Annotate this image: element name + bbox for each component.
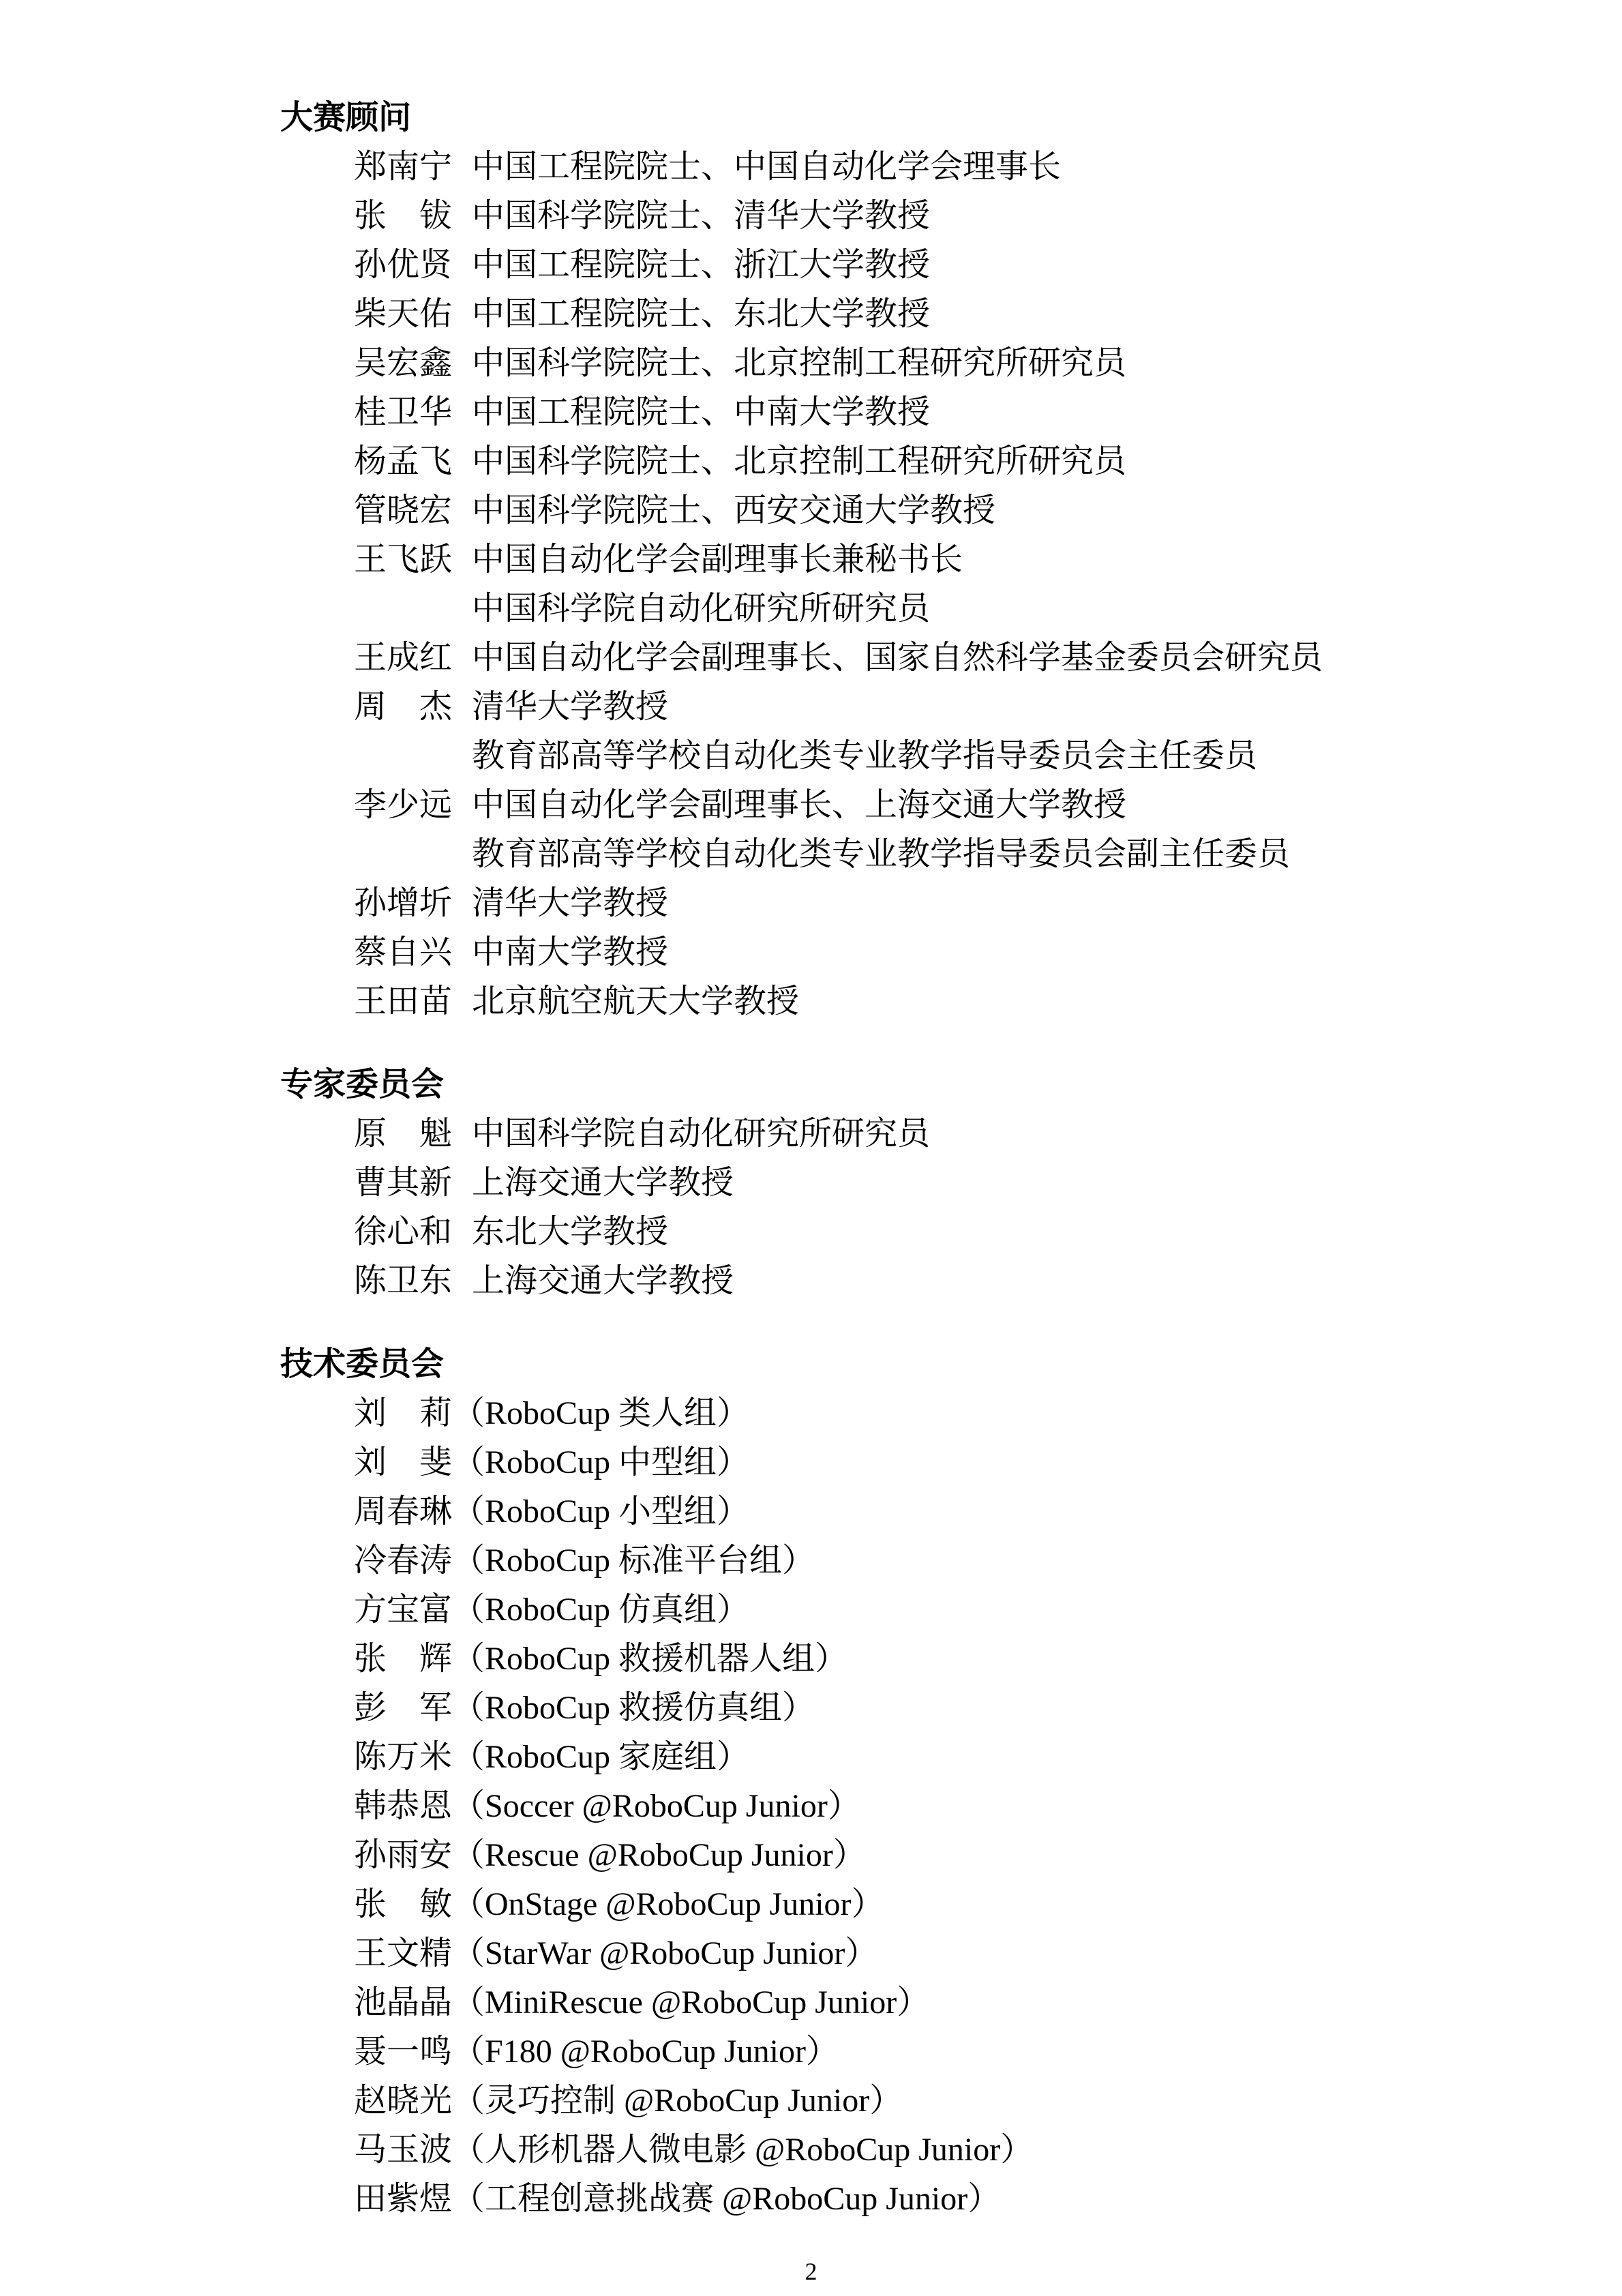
member-entry	[0, 1159, 1622, 1208]
member-title: 中国科学院院士、清华大学教授	[472, 198, 931, 234]
member-title: 中国科学院自动化研究所研究员	[472, 1116, 931, 1152]
member-name: 韩恭恩	[354, 1788, 453, 1824]
member-name: 管晓宏	[354, 492, 453, 528]
member-entry	[0, 192, 1622, 241]
member-entry	[0, 633, 1622, 683]
member-group: （RoboCup 仿真组）	[452, 1592, 750, 1628]
member-entry	[0, 2076, 1622, 2126]
member-name: 原 魁	[354, 1116, 452, 1152]
member-name: 徐心和	[354, 1214, 453, 1250]
member-entry	[0, 1109, 1622, 1159]
member-title: 中国自动化学会副理事长、国家自然科学基金委员会研究员	[472, 640, 1323, 676]
member-name: 孙雨安	[354, 1837, 453, 1873]
member-title: 中国科学院自动化研究所研究员	[472, 591, 931, 627]
member-name: 聂一鸣	[354, 2033, 453, 2070]
member-entry	[0, 879, 1622, 928]
member-name: 孙增圻	[354, 885, 453, 921]
member-name: 田紫煜	[354, 2181, 453, 2217]
member-entry	[0, 977, 1622, 1026]
member-name: 孙优贤	[354, 247, 453, 283]
member-entry	[0, 143, 1622, 192]
member-name: 赵晓光	[354, 2083, 453, 2119]
member-title: 教育部高等学校自动化类专业教学指导委员会主任委员	[472, 738, 1258, 774]
member-entry	[0, 437, 1622, 486]
member-entry	[0, 388, 1622, 437]
member-entry	[0, 683, 1622, 732]
member-title: 上海交通大学教授	[472, 1165, 734, 1201]
member-name: 池晶晶	[354, 1984, 453, 2021]
member-title: 清华大学教授	[472, 885, 669, 921]
member-entry	[0, 781, 1622, 830]
member-name: 王文精	[354, 1935, 453, 1971]
member-entry	[0, 1733, 1622, 1782]
member-entry	[0, 1684, 1622, 1733]
member-group: （人形机器人微电影 @RoboCup Junior）	[452, 2132, 1034, 2168]
member-entry	[0, 1782, 1622, 1831]
member-name: 曹其新	[354, 1165, 453, 1201]
member-title: 东北大学教授	[472, 1214, 669, 1250]
page-content	[0, 93, 1622, 2224]
member-name: 王成红	[354, 640, 453, 676]
page-number: 2	[805, 2258, 817, 2285]
member-name: 马玉波	[354, 2132, 453, 2168]
member-group: （灵巧控制 @RoboCup Junior）	[452, 2083, 903, 2119]
member-title: 教育部高等学校自动化类专业教学指导委员会副主任委员	[472, 836, 1291, 872]
member-entry	[0, 1880, 1622, 1929]
member-name: 周春琳	[354, 1493, 453, 1530]
member-entry	[0, 1438, 1622, 1487]
member-group: （RoboCup 中型组）	[452, 1444, 750, 1480]
member-name: 陈卫东	[354, 1263, 453, 1299]
section-advisors	[0, 93, 1622, 1026]
member-group: （工程创意挑战赛 @RoboCup Junior）	[452, 2181, 1001, 2217]
member-entry	[0, 241, 1622, 290]
member-entry	[0, 1929, 1622, 1978]
member-group: （RoboCup 家庭组）	[452, 1739, 750, 1775]
member-title: 北京航空航天大学教授	[472, 983, 800, 1019]
member-title: 中国科学院院士、北京控制工程研究所研究员	[472, 443, 1127, 479]
member-name: 李少远	[354, 787, 453, 823]
member-name: 冷春涛	[354, 1542, 453, 1579]
member-name: 彭 军	[354, 1690, 452, 1726]
member-name: 刘 莉	[354, 1395, 452, 1431]
member-group: （MiniRescue @RoboCup Junior）	[452, 1984, 930, 2021]
member-entry	[0, 1536, 1622, 1585]
member-name: 王飞跃	[354, 541, 453, 578]
member-group: （Soccer @RoboCup Junior）	[452, 1788, 860, 1824]
member-title: 中国工程院院士、中南大学教授	[472, 394, 931, 430]
member-title: 中国科学院院士、西安交通大学教授	[472, 492, 996, 528]
member-title-continuation	[0, 830, 1622, 879]
member-entry	[0, 928, 1622, 977]
member-name: 陈万米	[354, 1739, 453, 1775]
member-entry	[0, 1978, 1622, 2027]
member-name: 张 钹	[354, 198, 452, 234]
member-title-continuation	[0, 584, 1622, 633]
member-entry	[0, 339, 1622, 388]
member-group: （RoboCup 标准平台组）	[452, 1542, 815, 1579]
member-name: 方宝富	[354, 1592, 453, 1628]
member-name: 杨孟飞	[354, 443, 453, 479]
member-entry	[0, 535, 1622, 584]
member-entry	[0, 486, 1622, 535]
member-group: （Rescue @RoboCup Junior）	[452, 1837, 866, 1873]
member-name: 柴天佑	[354, 296, 453, 332]
member-entry	[0, 1257, 1622, 1306]
member-entry	[0, 290, 1622, 339]
member-name: 张 敏	[354, 1886, 452, 1922]
member-name: 张 辉	[354, 1641, 452, 1677]
member-entry	[0, 2175, 1622, 2224]
member-group: （RoboCup 救援机器人组）	[452, 1641, 848, 1677]
member-title: 中国自动化学会副理事长、上海交通大学教授	[472, 787, 1127, 823]
member-name: 桂卫华	[354, 394, 453, 430]
member-entry	[0, 1389, 1622, 1438]
member-name: 王田苗	[354, 983, 453, 1019]
member-title: 上海交通大学教授	[472, 1263, 734, 1299]
member-entry	[0, 1831, 1622, 1880]
member-title: 中国工程院院士、浙江大学教授	[472, 247, 931, 283]
member-group: （RoboCup 救援仿真组）	[452, 1690, 815, 1726]
section-expert-committee	[0, 1060, 1622, 1306]
member-entry	[0, 1635, 1622, 1684]
member-entry	[0, 2126, 1622, 2175]
member-entry	[0, 1585, 1622, 1635]
member-title: 中国工程院院士、中国自动化学会理事长	[472, 149, 1062, 185]
member-group: （RoboCup 小型组）	[452, 1493, 750, 1530]
member-title: 中国工程院院士、东北大学教授	[472, 296, 931, 332]
section-heading: 专家委员会	[280, 1067, 445, 1103]
member-title: 中国科学院院士、北京控制工程研究所研究员	[472, 345, 1127, 381]
member-title: 中南大学教授	[472, 934, 669, 970]
member-title-continuation	[0, 732, 1622, 781]
member-name: 郑南宁	[354, 149, 453, 185]
member-title: 中国自动化学会副理事长兼秘书长	[472, 541, 963, 578]
section-heading: 技术委员会	[280, 1346, 445, 1382]
member-group: （F180 @RoboCup Junior）	[452, 2033, 839, 2070]
member-entry	[0, 1487, 1622, 1536]
member-name: 刘 斐	[354, 1444, 452, 1480]
member-entry	[0, 1208, 1622, 1257]
member-title: 清华大学教授	[472, 689, 669, 725]
member-entry	[0, 2027, 1622, 2076]
section-technical-committee	[0, 1340, 1622, 2224]
member-group: （OnStage @RoboCup Junior）	[452, 1886, 884, 1922]
member-name: 周 杰	[354, 689, 452, 725]
member-name: 吴宏鑫	[354, 345, 453, 381]
member-group: （StarWar @RoboCup Junior）	[452, 1935, 878, 1971]
section-heading: 大赛顾问	[280, 100, 412, 136]
member-group: （RoboCup 类人组）	[452, 1395, 750, 1431]
member-name: 蔡自兴	[354, 934, 453, 970]
